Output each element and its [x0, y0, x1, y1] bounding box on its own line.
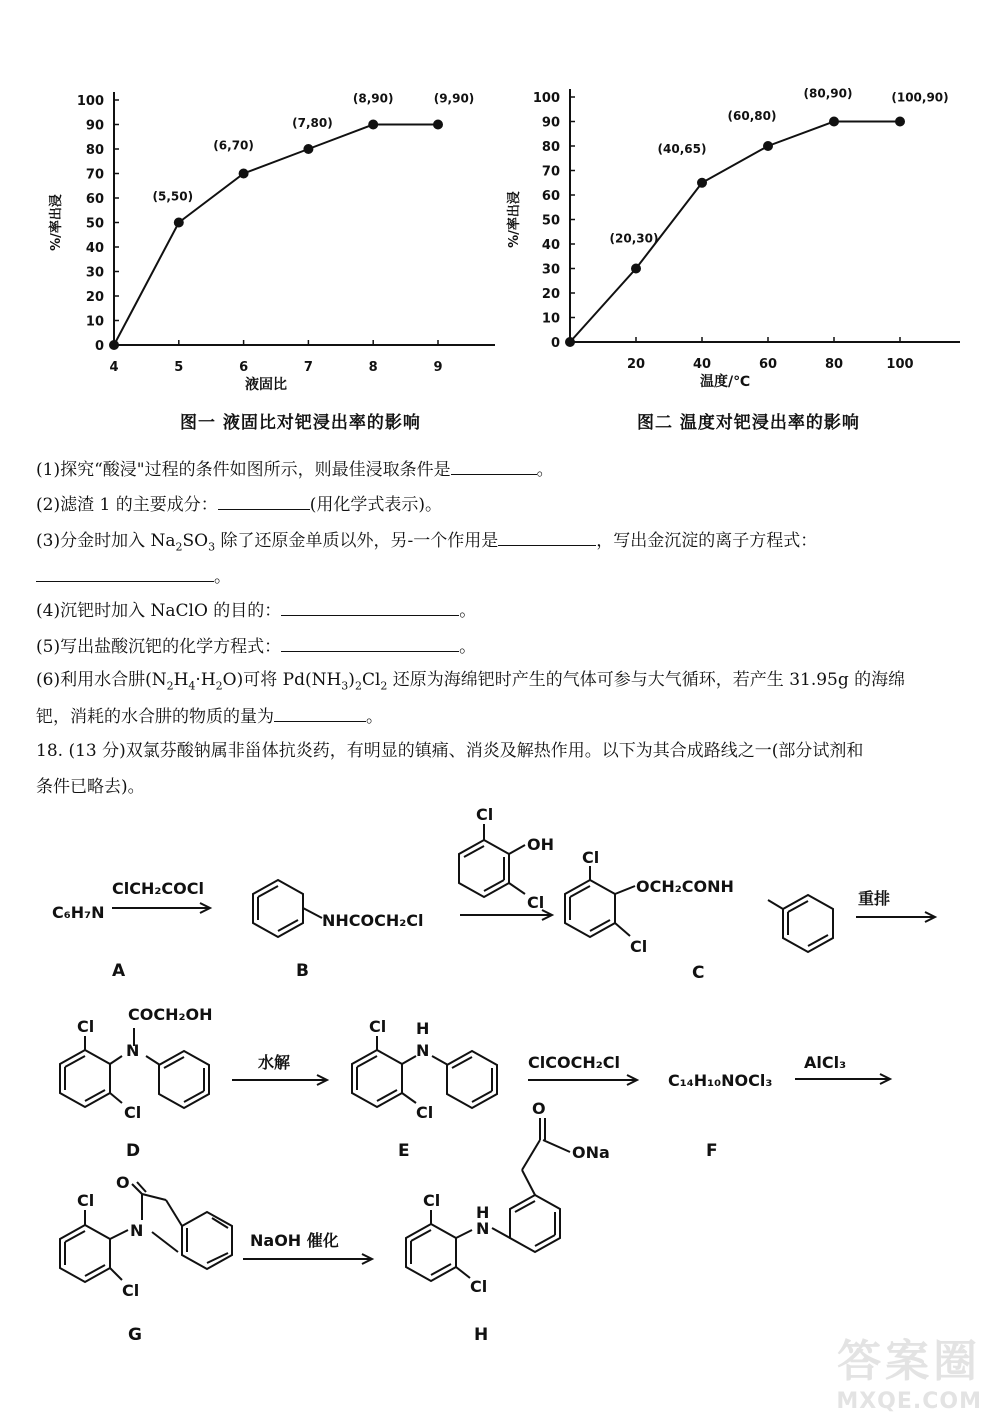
- svg-text:E: E: [398, 1141, 410, 1161]
- svg-text:N: N: [476, 1219, 490, 1238]
- svg-text:A: A: [112, 961, 126, 981]
- data-label: (8,90): [352, 91, 394, 106]
- x-tick-label: 5: [174, 360, 184, 375]
- data-point: [829, 117, 839, 127]
- svg-text:C₆H₇N: C₆H₇N: [52, 903, 105, 922]
- x-tick-label: 80: [824, 357, 844, 372]
- data-label: (100,90): [891, 90, 949, 105]
- y-tick-label: 0: [94, 339, 104, 354]
- data-label: (5,50): [152, 189, 194, 204]
- question-3: (3)分金时加入 $Na_2SO_3$ 除了还原金单质以外，另-一个作用是 ，写出金沉淀的离子方程式：: [36, 527, 817, 559]
- question-3-answer-line: 。: [36, 563, 231, 589]
- data-point: [895, 117, 905, 127]
- y-tick-label: 50: [85, 216, 104, 232]
- question-6: (6)利用水合肼$(N_2H_4\cdot H_2O)$可将 $Pd(NH_3)_2Cl_2$ 还原为海绵钯时产生的气体可参与大气循环，若产生 31.95g 的海绵: [36, 670, 906, 693]
- series-line: [114, 125, 438, 346]
- question-18: 18. (13 分)双氯芬酸钠属非甾体抗炎药，有明显的镇痛、消炎及解热作用。以下为其合成路线之一(部分试剂和: [36, 741, 864, 761]
- svg-text:ClCOCH₂Cl: ClCOCH₂Cl: [528, 1053, 620, 1072]
- y-tick-label: 90: [541, 115, 560, 131]
- y-tick-label: 80: [541, 140, 560, 155]
- svg-text:ONa: ONa: [572, 1143, 610, 1162]
- y-tick-label: 20: [541, 287, 560, 302]
- svg-text:重排: 重排: [858, 889, 891, 908]
- svg-text:OH: OH: [527, 835, 554, 854]
- svg-text:C₁₄H₁₀NOCl₃: C₁₄H₁₀NOCl₃: [668, 1071, 773, 1090]
- svg-text:AlCl₃: AlCl₃: [804, 1053, 847, 1072]
- svg-text:H: H: [416, 1019, 430, 1038]
- svg-text:N: N: [416, 1041, 430, 1060]
- svg-text:Cl: Cl: [470, 1277, 488, 1296]
- x-axis-label: 温度/℃: [699, 374, 751, 390]
- y-tick-label: 70: [541, 164, 560, 180]
- x-tick-label: 20: [626, 357, 646, 372]
- svg-text:水解: 水解: [258, 1053, 291, 1072]
- svg-text:ClCH₂COCl: ClCH₂COCl: [112, 879, 204, 898]
- y-axis-label: %/率出浸: [507, 191, 522, 248]
- question-6-line2: 钯，消耗的水合肼的物质的量为 。: [36, 703, 383, 729]
- x-tick-label: 40: [692, 357, 712, 372]
- synthesis-scheme: [0, 800, 1000, 1360]
- svg-text:N: N: [126, 1041, 140, 1060]
- svg-text:O: O: [116, 1173, 130, 1192]
- svg-text:NaOH 催化: NaOH 催化: [250, 1231, 339, 1250]
- data-label: (20,30): [609, 231, 659, 246]
- svg-text:H: H: [474, 1325, 489, 1345]
- data-label: (60,80): [727, 109, 777, 123]
- y-tick-label: 0: [550, 336, 560, 351]
- y-tick-label: 60: [541, 189, 560, 204]
- y-tick-label: 40: [85, 241, 104, 256]
- y-tick-label: 10: [85, 314, 104, 330]
- x-tick-label: 8: [368, 360, 378, 375]
- data-point: [565, 337, 575, 347]
- chart-temperature: [500, 55, 975, 405]
- svg-text:COCH₂OH: COCH₂OH: [128, 1005, 213, 1024]
- data-point: [763, 141, 773, 151]
- chart1-caption: 图一 液固比对钯浸出率的影响: [180, 413, 421, 433]
- y-tick-label: 80: [85, 143, 104, 158]
- chart-liquid-solid-ratio: [40, 55, 510, 405]
- x-tick-label: 7: [303, 360, 313, 375]
- svg-text:N: N: [130, 1221, 144, 1240]
- watermark-logo: 答案圈 MXQE.COM: [836, 1336, 982, 1414]
- y-tick-label: 10: [541, 311, 560, 327]
- svg-text:Cl: Cl: [582, 848, 600, 867]
- y-tick-label: 70: [85, 167, 104, 183]
- svg-text:OCH₂CONH: OCH₂CONH: [636, 877, 734, 896]
- data-point: [697, 178, 707, 188]
- data-point: [303, 144, 313, 154]
- data-label: (80,90): [803, 86, 853, 101]
- svg-text:G: G: [128, 1325, 142, 1345]
- svg-text:Cl: Cl: [122, 1281, 140, 1300]
- svg-text:B: B: [296, 961, 309, 981]
- svg-text:D: D: [126, 1141, 141, 1161]
- y-tick-label: 30: [541, 262, 560, 278]
- svg-text:Cl: Cl: [476, 805, 494, 824]
- y-tick-label: 50: [541, 213, 560, 229]
- svg-text:Cl: Cl: [77, 1017, 95, 1036]
- x-tick-label: 100: [886, 357, 914, 372]
- x-tick-label: 9: [433, 360, 443, 375]
- data-point: [174, 218, 184, 228]
- question-4: (4)沉钯时加入 NaClO 的目的： 。: [36, 597, 476, 623]
- data-point: [433, 120, 443, 130]
- y-tick-label: 40: [541, 238, 560, 253]
- y-tick-label: 100: [76, 94, 104, 109]
- data-point: [109, 340, 119, 350]
- data-point: [631, 264, 641, 274]
- svg-text:C: C: [692, 963, 705, 983]
- svg-text:NHCOCH₂Cl: NHCOCH₂Cl: [322, 911, 424, 930]
- svg-text:F: F: [706, 1141, 718, 1161]
- x-tick-label: 6: [239, 360, 249, 375]
- svg-text:Cl: Cl: [369, 1017, 387, 1036]
- question-5: (5)写出盐酸沉钯的化学方程式： 。: [36, 633, 476, 659]
- svg-text:Cl: Cl: [423, 1191, 441, 1210]
- chart2-caption: 图二 温度对钯浸出率的影响: [637, 413, 860, 433]
- data-label: (9,90): [433, 91, 475, 106]
- svg-text:Cl: Cl: [77, 1191, 95, 1210]
- x-axis-label: 液固比: [245, 377, 287, 393]
- question-1: (1)探究“酸浸"过程的条件如图所示，则最佳浸取条件是 。: [36, 456, 554, 482]
- question-2: (2)滤渣 1 的主要成分： (用化学式表示)。: [36, 491, 442, 517]
- y-tick-label: 20: [85, 290, 104, 305]
- svg-text:Cl: Cl: [630, 937, 648, 956]
- data-point: [239, 169, 249, 179]
- y-tick-label: 90: [85, 118, 104, 134]
- y-tick-label: 60: [85, 192, 104, 207]
- y-tick-label: 100: [532, 91, 560, 106]
- svg-text:Cl: Cl: [527, 893, 545, 912]
- svg-text:Cl: Cl: [124, 1103, 142, 1122]
- data-label: (7,80): [292, 116, 333, 130]
- y-axis-label: %/率出浸: [49, 194, 64, 251]
- data-point: [368, 120, 378, 130]
- svg-text:H: H: [476, 1203, 490, 1222]
- svg-text:Cl: Cl: [416, 1103, 434, 1122]
- data-label: (40,65): [657, 141, 707, 156]
- x-tick-label: 4: [109, 360, 119, 375]
- question-18-line2: 条件已略去)。: [36, 777, 145, 797]
- data-label: (6,70): [213, 138, 254, 153]
- x-tick-label: 60: [758, 357, 778, 372]
- y-tick-label: 30: [85, 265, 104, 281]
- svg-text:O: O: [532, 1099, 546, 1118]
